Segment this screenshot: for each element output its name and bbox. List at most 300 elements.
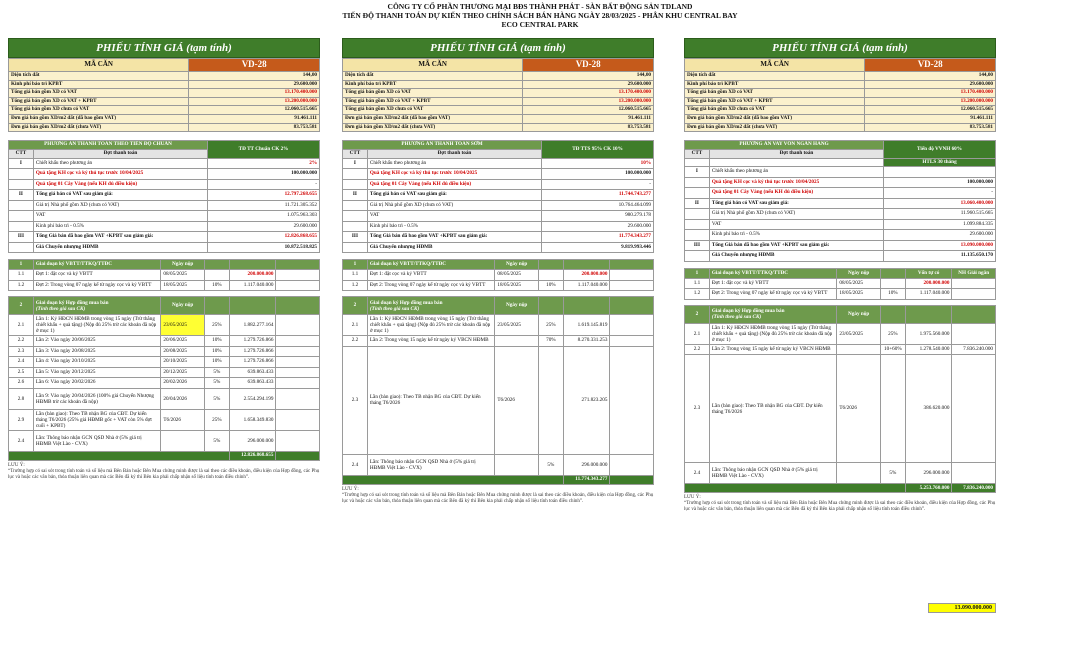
- plan-row: [9, 179, 320, 190]
- plan-row: [685, 188, 996, 199]
- info-value: 13.200.000.000: [523, 97, 654, 106]
- info-label: Tổng giá bán gồm XD có VAT: [9, 89, 189, 98]
- inst-no: 1.1: [9, 270, 34, 281]
- plan-row: [685, 167, 996, 178]
- project-name: ECO CENTRAL PARK: [501, 20, 579, 29]
- plan-row-value: 11.721.305.352: [208, 200, 320, 211]
- inst-date: 18/05/2025: [837, 289, 881, 300]
- unit-code-label: MÃ CĂN: [9, 59, 189, 72]
- plan-row-no: [9, 211, 34, 222]
- plan-row-label: Quà tặng 01 Cây Vàng (nếu KH đủ điều kiện): [367, 179, 541, 190]
- sec2-sub: (Tính theo giá sau CK): [35, 305, 86, 312]
- installment-row: [343, 336, 654, 347]
- unit-code: VD-28: [189, 59, 320, 72]
- plan-row-label: Giá trị Nhà phố gồm XD (chưa có VAT): [709, 209, 883, 220]
- sec1-no: 1: [9, 260, 34, 270]
- installment-row: [343, 280, 654, 291]
- sec2-date-head: Ngày nộp: [161, 297, 205, 315]
- plan-row: [9, 232, 320, 243]
- info-row: [9, 89, 320, 98]
- info-label: Đơn giá bán gồm XD/m2 đất (đã bao gồm VAT): [685, 114, 865, 123]
- inst-value: 1.658.349.830: [229, 409, 276, 430]
- plan-row-value: 11.135.650.170: [884, 251, 996, 262]
- inst-no: 1.1: [343, 270, 368, 281]
- info-label: Diện tích đất: [343, 72, 523, 81]
- installment-table: [8, 259, 320, 461]
- inst-date: [495, 454, 539, 475]
- plan-row-value: 11.960.515.665: [884, 209, 996, 220]
- inst-label: Đợt 2: Trong vòng 07 ngày kể từ ngày cọc và ký VBTT: [33, 280, 161, 291]
- info-label: Đơn giá bán gồm XD/m2 đất (chưa VAT): [685, 123, 865, 132]
- plan-row-no: I: [685, 167, 710, 178]
- info-row: [685, 72, 996, 81]
- price-sheet-1: [8, 38, 320, 481]
- inst-pct: 5%: [204, 388, 229, 409]
- plan-row: [9, 190, 320, 201]
- plan-row-value: 29.600.000: [884, 230, 996, 241]
- sec2-no: 2: [9, 297, 34, 315]
- info-label: Đơn giá bán gồm XD/m2 đất (chưa VAT): [9, 123, 189, 132]
- plan-row-label: Chiết khấu theo phương án: [367, 158, 541, 169]
- plan-row: [685, 251, 996, 262]
- inst-date: T6/2026: [837, 355, 881, 463]
- inst-label: Lần 1: Ký HĐCN HĐMB trong vòng 15 ngày (Trừ thẳng chiết khấu + quà tặng) (Nộp đủ 25% trừ các khoản đã nộp ở mục 1): [367, 315, 495, 336]
- info-value: 13.170.400.000: [865, 89, 996, 98]
- installment-row: [9, 430, 320, 451]
- installment-row: [9, 388, 320, 409]
- info-label: Đơn giá bán gồm XD/m2 đất (chưa VAT): [343, 123, 523, 132]
- inst-label: Lần: Thông báo nhận GCN QSD Nhà ở (5% giá trị HĐMB Việt Lào - CVX): [33, 430, 161, 451]
- plan-title: PHƯƠNG ÁN THANH TOÁN THEO TIẾN ĐỘ CHUẨN: [9, 141, 208, 150]
- info-value: 29.600.000: [865, 80, 996, 89]
- inst-value: 296.000.000: [563, 454, 610, 475]
- info-value: 91.461.111: [865, 114, 996, 123]
- info-value: 29.600.000: [523, 80, 654, 89]
- note-label: LƯU Ý:: [342, 486, 359, 492]
- inst-label: Đợt 1: đặt cọc và ký VBTT: [709, 278, 837, 289]
- unit-info-table: [8, 58, 320, 132]
- inst-pct: [880, 355, 905, 463]
- inst-value-2: [952, 463, 996, 484]
- info-value: 83.753.581: [865, 123, 996, 132]
- plan-row: [9, 242, 320, 253]
- inst-value-2: 7.836.240.000: [952, 344, 996, 355]
- plan-row-no: II: [343, 190, 368, 201]
- info-value: 13.200.000.000: [865, 97, 996, 106]
- info-value: 13.170.400.000: [189, 89, 320, 98]
- plan-row-no: [685, 188, 710, 199]
- info-row: [9, 114, 320, 123]
- plan-title: PHƯƠNG ÁN THANH TOÁN SỚM: [343, 141, 542, 150]
- inst-no: 2.2: [343, 336, 368, 347]
- note: [684, 495, 996, 513]
- inst-value: 2.554.294.199: [229, 388, 276, 409]
- info-row: [9, 97, 320, 106]
- plan-row-label: Quà tặng KH cọc và ký thủ tục trước 10/04/2025: [367, 169, 541, 180]
- unit-info-table: [684, 58, 996, 132]
- installment-row: [685, 463, 996, 484]
- plan-row: [343, 221, 654, 232]
- inst-no: 2.4: [9, 430, 34, 451]
- inst-no: 2.2: [685, 344, 710, 355]
- note-label: LƯU Ý:: [684, 495, 701, 501]
- inst-label: Lần 6: Vào ngày 20/02/2026: [33, 378, 161, 389]
- info-row: [343, 89, 654, 98]
- installment-row: [685, 278, 996, 289]
- note-label: LƯU Ý:: [8, 462, 25, 468]
- info-label: Kinh phí bảo trì KPBT: [9, 80, 189, 89]
- col-ctt: CTT: [9, 150, 34, 159]
- info-value: 83.753.581: [189, 123, 320, 132]
- plan-row-value: -: [884, 188, 996, 199]
- inst-value-2: [276, 336, 320, 347]
- inst-no: 2.1: [685, 323, 710, 344]
- plan-row-value: 1.075.963.303: [208, 211, 320, 222]
- info-row: [343, 123, 654, 132]
- info-row: [685, 97, 996, 106]
- plan-row-label: Chiết khấu theo phương án: [709, 167, 883, 178]
- plan-row: [343, 200, 654, 211]
- sec1-title: Giai đoạn ký VBTT/TTKQ/TTĐC: [33, 260, 161, 270]
- plan-row: [9, 221, 320, 232]
- inst-value: 639.863.433: [229, 378, 276, 389]
- sec2-title: Giai đoạn ký Hợp đồng mua bán: [711, 308, 785, 315]
- inst-pct: 5%: [204, 367, 229, 378]
- inst-value: 1.117.040.000: [905, 289, 952, 300]
- inst-pct: 10%: [538, 280, 563, 291]
- sec1-date-head: Ngày nộp: [495, 260, 539, 270]
- info-row: [343, 97, 654, 106]
- inst-label: Lần 1: Ký HĐCN HĐMB trong vòng 15 ngày (Trừ thẳng chiết khấu + quà tặng) (Nộp đủ 25% trừ các khoản đã nộp ở mục 1): [33, 315, 161, 336]
- plan-row-no: III: [343, 232, 368, 243]
- inst-value-2: [276, 357, 320, 368]
- installment-row: [685, 323, 996, 344]
- installment-row: [343, 346, 654, 454]
- plan-row-value: 1.099.884.335: [884, 219, 996, 230]
- plan-row: [343, 211, 654, 222]
- inst-pct: 10%: [204, 357, 229, 368]
- note: [342, 487, 654, 505]
- inst-value-2: [610, 346, 654, 454]
- plan-row-label: Kinh phí bảo trì - 0.5%: [709, 230, 883, 241]
- inst-date: 08/05/2025: [161, 270, 205, 281]
- inst-value-2: [610, 315, 654, 336]
- inst-label: Lần 3: Vào ngày 20/08/2025: [33, 346, 161, 357]
- inst-date: 18/05/2025: [495, 280, 539, 291]
- plan-row-no: II: [685, 198, 710, 209]
- inst-value-2: [610, 336, 654, 347]
- plan-row-value: 980.279.178: [542, 211, 654, 222]
- plan-row: [685, 177, 996, 188]
- info-row: [343, 80, 654, 89]
- inst-value-2: [276, 346, 320, 357]
- inst-value: 8.270.331.253: [563, 336, 610, 347]
- plan-row-label: Tổng giá bán có VAT sau giảm giá:: [33, 190, 207, 201]
- plan-row-value: 10%: [542, 158, 654, 169]
- info-value: 91.461.111: [523, 114, 654, 123]
- sec1-no: 1: [685, 268, 710, 278]
- inst-date: 18/05/2025: [161, 280, 205, 291]
- unit-code-label: MÃ CĂN: [685, 59, 865, 72]
- inst-pct: 10+60%: [880, 344, 905, 355]
- payment-plan-table: [8, 140, 320, 253]
- plan-row: [9, 158, 320, 169]
- plan-row-value: 9.819.993.446: [542, 242, 654, 253]
- sec1-v2-head: [610, 260, 654, 270]
- inst-no: 2.9: [9, 409, 34, 430]
- plan-row: [343, 158, 654, 169]
- inst-value: 200.000.000: [905, 278, 952, 289]
- info-label: Tổng giá bán gồm XD có VAT: [343, 89, 523, 98]
- info-label: Tổng giá bán gồm XD có VAT: [685, 89, 865, 98]
- inst-date: 20/10/2025: [161, 357, 205, 368]
- info-label: Tổng giá bán gồm XD có VAT + KPBT: [685, 97, 865, 106]
- note-text: “Trường hợp có sai sót trong tính toán và số liệu mà Bên Bán hoặc Bên Mua chứng minh được là sai theo các điều khoản, điều kiện của Hợp đồng, các Phụ lục và hoặc các văn bản, thỏa thuận liên quan mà các Bên đã ký thì Bên kia phải chấp nhận số liệu tính toán điều chỉnh”.: [684, 501, 996, 513]
- plan-row-value: 12.797.268.655: [208, 190, 320, 201]
- installment-table: [342, 259, 654, 485]
- plan-row: [343, 190, 654, 201]
- sec1-title: Giai đoạn ký VBTT/TTKQ/TTĐC: [709, 268, 837, 278]
- installment-row: [9, 346, 320, 357]
- inst-value: 200.000.000: [229, 270, 276, 281]
- inst-label: Đợt 2: Trong vòng 07 ngày kể từ ngày cọc và ký VBTT: [709, 289, 837, 300]
- inst-pct: 25%: [204, 315, 229, 336]
- inst-value: 1.117.040.000: [563, 280, 610, 291]
- plan-row: [343, 242, 654, 253]
- plan-row-value: 100.000.000: [884, 177, 996, 188]
- plan-row-label: Kinh phí bảo trì - 0.5%: [33, 221, 207, 232]
- info-row: [685, 89, 996, 98]
- plan-row-no: [343, 179, 368, 190]
- sec1-title: Giai đoạn ký VBTT/TTKQ/TTĐC: [367, 260, 495, 270]
- plan-row-label: Giá trị Nhà phố gồm XD (chưa có VAT): [33, 200, 207, 211]
- inst-value-2: [952, 323, 996, 344]
- plan-row-label: Tổng giá bán có VAT sau giảm giá:: [367, 190, 541, 201]
- plan-row: [685, 198, 996, 209]
- info-row: [685, 80, 996, 89]
- plan-row-label: Quà tặng KH cọc và ký thủ tục trước 10/04/2025: [33, 169, 207, 180]
- info-value: 29.600.000: [189, 80, 320, 89]
- plan-row-no: [685, 230, 710, 241]
- col-dot: Đợt thanh toán: [709, 150, 883, 159]
- plan-row-no: [9, 179, 34, 190]
- inst-pct: 5%: [204, 378, 229, 389]
- inst-no: 2.3: [685, 355, 710, 463]
- info-label: Kinh phí bảo trì KPBT: [343, 80, 523, 89]
- installment-row: [9, 378, 320, 389]
- inst-value: 1.279.726.866: [229, 357, 276, 368]
- inst-pct: 5%: [880, 463, 905, 484]
- plan-row: [343, 232, 654, 243]
- price-sheet-2: [342, 38, 654, 505]
- inst-pct: [538, 346, 563, 454]
- sec2-date-head: Ngày nộp: [495, 297, 539, 315]
- plan-row-no: [9, 169, 34, 180]
- inst-pct: [204, 270, 229, 281]
- inst-value: 1.279.726.866: [229, 336, 276, 347]
- installment-row: [343, 454, 654, 475]
- info-label: Tổng giá bán gồm XD chưa có VAT: [343, 106, 523, 115]
- plan-row: [9, 169, 320, 180]
- inst-date: T6/2026: [161, 409, 205, 430]
- plan-row-no: [343, 169, 368, 180]
- unit-code: VD-28: [865, 59, 996, 72]
- plan-row-label: Giá Chuyển nhượng HĐMB: [33, 242, 207, 253]
- plan-row-value: 10.872.518.825: [208, 242, 320, 253]
- plan-row-no: [685, 251, 710, 262]
- inst-date: T6/2026: [495, 346, 539, 454]
- inst-date: 23/05/2025: [495, 315, 539, 336]
- inst-date: 08/05/2025: [837, 278, 881, 289]
- inst-label: Lần (bàn giao): Theo TB nhận BG của CĐT. Dự kiến tháng T6/2026: [709, 355, 837, 463]
- plan-row-label: Tổng Giá bán đã bao gồm VAT +KPBT sau giảm giá:: [367, 232, 541, 243]
- installment-row: [9, 367, 320, 378]
- plan-row-no: [9, 242, 34, 253]
- inst-pct: 5%: [204, 430, 229, 451]
- sec2-sub: (Tính theo giá sau CK): [369, 305, 420, 312]
- inst-no: 1.2: [9, 280, 34, 291]
- installment-row: [9, 315, 320, 336]
- plan-row-label: Kinh phí bảo trì - 0.5%: [367, 221, 541, 232]
- inst-date: 20/02/2026: [161, 378, 205, 389]
- plan-row-label: Tổng giá bán có VAT sau giảm giá:: [709, 198, 883, 209]
- plan-row-label: VAT: [709, 219, 883, 230]
- plan-row-value: -: [208, 179, 320, 190]
- inst-value: 1.278.540.000: [905, 344, 952, 355]
- plan-row-no: [9, 221, 34, 232]
- info-label: Diện tích đất: [685, 72, 865, 81]
- sec1-v1-head: [563, 260, 610, 270]
- sec1-date-head: Ngày nộp: [161, 260, 205, 270]
- inst-date: [495, 336, 539, 347]
- plan-row-no: [685, 219, 710, 230]
- plan-row-value: 13.090.000.000: [884, 240, 996, 251]
- info-row: [9, 123, 320, 132]
- inst-label: Lần (bàn giao): Theo TB nhận BG của CĐT. Dự kiến tháng T6/2026 (25% giá HĐMB gốc + VAT còn 5% đợt cuối + KPBT): [33, 409, 161, 430]
- company-name: CÔNG TY CỔ PHẦN THƯƠNG MẠI BĐS THÀNH PHÁT - SÀN BẤT ĐỘNG SẢN TDLAND: [387, 2, 693, 11]
- info-row: [685, 106, 996, 115]
- installment-row: [9, 270, 320, 281]
- total-value: 12.826.868.655: [229, 451, 276, 460]
- col-ctt: CTT: [343, 150, 368, 159]
- sec2-date-head: Ngày nộp: [837, 305, 881, 323]
- installment-row: [343, 315, 654, 336]
- plan-row: [685, 219, 996, 230]
- inst-date: [161, 430, 205, 451]
- document-header: [0, 0, 1080, 29]
- info-row: [9, 80, 320, 89]
- sec2-sub: (Tính theo giá sau CK): [711, 314, 762, 321]
- plan-row: [9, 211, 320, 222]
- inst-value-2: [276, 315, 320, 336]
- info-row: [343, 114, 654, 123]
- inst-label: Lần: Thông báo nhận GCN QSD Nhà ở (5% giá trị HĐMB Việt Lào - CVX): [709, 463, 837, 484]
- info-label: Đơn giá bán gồm XD/m2 đất (đã bao gồm VAT): [9, 114, 189, 123]
- inst-value-2: [276, 367, 320, 378]
- plan-row: [685, 209, 996, 220]
- inst-value: 296.000.000: [229, 430, 276, 451]
- installment-row: [685, 355, 996, 463]
- installment-row: [9, 357, 320, 368]
- plan-row-value: 11.744.743.277: [542, 190, 654, 201]
- inst-no: 1.2: [685, 289, 710, 300]
- plan-row-value: 13.060.400.000: [884, 198, 996, 209]
- installment-row: [9, 409, 320, 430]
- inst-no: 2.1: [9, 315, 34, 336]
- sec1-v2-head: [276, 260, 320, 270]
- inst-pct: [538, 270, 563, 281]
- inst-no: 1.1: [685, 278, 710, 289]
- inst-date: [837, 344, 881, 355]
- payment-plan-table: [342, 140, 654, 253]
- plan-row: [343, 169, 654, 180]
- note-text: “Trường hợp có sai sót trong tính toán và số liệu mà Bên Bán hoặc Bên Mua chứng minh được là sai theo các điều khoản, điều kiện của Hợp đồng, các Phụ lục và hoặc các văn bản, thỏa thuận liên quan mà các Bên đã ký thì Bên kia phải chấp nhận số liệu tính toán điều chỉnh”.: [342, 492, 654, 504]
- inst-value-2: [276, 388, 320, 409]
- inst-value: 1.882.277.164: [229, 315, 276, 336]
- inst-no: 2.5: [9, 367, 34, 378]
- inst-no: 2.3: [343, 346, 368, 454]
- plan-row-value: 10.764.464.099: [542, 200, 654, 211]
- inst-pct: 25%: [880, 323, 905, 344]
- note-text: “Trường hợp có sai sót trong tính toán và số liệu mà Bên Bán hoặc Bên Mua chứng minh được là sai theo các điều khoản, điều kiện của Hợp đồng, các Phụ lục và hoặc các văn bản, thỏa thuận liên quan mà các Bên đã ký thì Bên kia phải chấp nhận số liệu tính toán điều chỉnh”.: [8, 468, 320, 480]
- info-value: 12.060.515.665: [189, 106, 320, 115]
- plan-row-no: [343, 242, 368, 253]
- plan-row-no: [343, 221, 368, 232]
- info-label: Kinh phí bảo trì KPBT: [685, 80, 865, 89]
- inst-date: [837, 463, 881, 484]
- plan-row-label: Chiết khấu theo phương án: [33, 158, 207, 169]
- sec2-title: Giai đoạn ký Hợp đồng mua bán: [369, 299, 443, 306]
- plan-row-no: III: [685, 240, 710, 251]
- info-row: [343, 72, 654, 81]
- plan-row-label: Tổng Giá bán đã bao gồm VAT +KPBT sau giảm giá:: [33, 232, 207, 243]
- plan-head: Tiến độ VVNH 60%: [884, 141, 996, 159]
- info-row: [343, 106, 654, 115]
- info-value: 144,00: [865, 72, 996, 81]
- total-value-2: 7.836.240.000: [952, 484, 996, 493]
- plan-row-no: I: [343, 158, 368, 169]
- col-dot: Đợt thanh toán: [367, 150, 541, 159]
- inst-value: 1.975.560.000: [905, 323, 952, 344]
- unit-code: VD-28: [523, 59, 654, 72]
- sec1-date-head: Ngày nộp: [837, 268, 881, 278]
- inst-date: 20/06/2025: [161, 336, 205, 347]
- info-label: Tổng giá bán gồm XD có VAT + KPBT: [343, 97, 523, 106]
- sheet-title: PHIẾU TÍNH GIÁ (tạm tính): [684, 38, 996, 58]
- note: [8, 463, 320, 481]
- info-value: 144,00: [189, 72, 320, 81]
- info-value: 13.200.000.000: [189, 97, 320, 106]
- inst-label: Lần 9: Vào ngày 20/04/2026 (100% giá Chuyển Nhượng HĐMB trừ các khoản đã nộp): [33, 388, 161, 409]
- info-value: 91.461.111: [189, 114, 320, 123]
- inst-pct: 25%: [204, 409, 229, 430]
- inst-label: Lần: Thông báo nhận GCN QSD Nhà ở (5% giá trị HĐMB Việt Lào - CVX): [367, 454, 495, 475]
- inst-label: Đợt 1: đặt cọc và ký VBTT: [367, 270, 495, 281]
- inst-pct: 10%: [204, 280, 229, 291]
- plan-row-value: [884, 167, 996, 178]
- inst-no: 2.4: [685, 463, 710, 484]
- plan-row-no: [685, 209, 710, 220]
- plan-row-label: VAT: [367, 211, 541, 222]
- plan-row-label: Quà tặng 01 Cây Vàng (nếu KH đủ điều kiện): [709, 188, 883, 199]
- plan-head: TĐ TTS 95% CK 10%: [542, 141, 654, 159]
- inst-no: 2.8: [9, 388, 34, 409]
- inst-label: Lần 2: Trong vòng 15 ngày kể từ ngày ký VBCN HĐMB: [709, 344, 837, 355]
- info-row: [685, 123, 996, 132]
- info-label: Tổng giá bán gồm XD chưa có VAT: [685, 106, 865, 115]
- inst-no: 2.6: [9, 378, 34, 389]
- inst-label: Đợt 2: Trong vòng 07 ngày kể từ ngày cọc và ký VBTT: [367, 280, 495, 291]
